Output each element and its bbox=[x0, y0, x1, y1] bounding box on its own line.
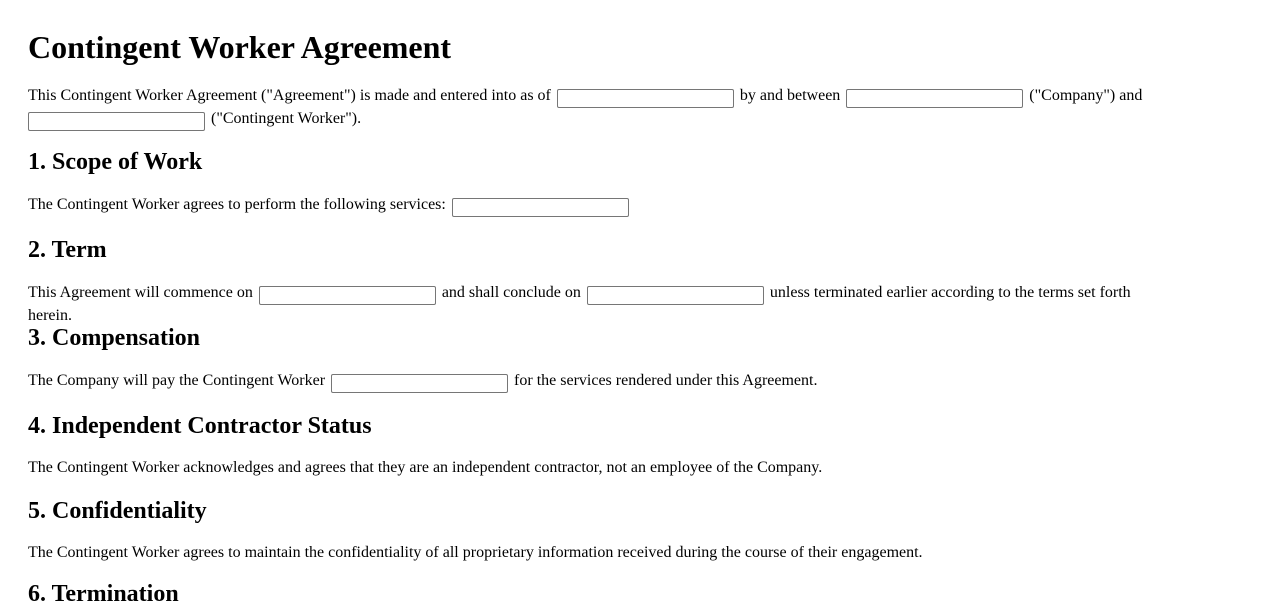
status-paragraph: The Contingent Worker acknowledges and agrees that they are an independent contractor, not an employee of the Company. bbox=[28, 459, 823, 476]
term-text-3: unless terminated earlier according to the terms set forth herein. bbox=[28, 284, 1131, 324]
contingent-worker-name-input[interactable] bbox=[28, 112, 205, 131]
intro-text-1: This Contingent Worker Agreement ("Agreement") is made and entered into as of bbox=[28, 87, 555, 104]
section-heading-status: 4. Independent Contractor Status bbox=[28, 413, 372, 439]
services-input[interactable] bbox=[452, 198, 629, 217]
scope-text: The Contingent Worker agrees to perform the following services: bbox=[28, 196, 450, 213]
scope-paragraph bbox=[28, 194, 1158, 217]
term-paragraph bbox=[28, 282, 1158, 326]
agreement-date-input[interactable] bbox=[557, 89, 734, 108]
section-heading-termination: 6. Termination bbox=[28, 581, 179, 607]
page-title: Contingent Worker Agreement bbox=[28, 29, 452, 65]
confidentiality-paragraph: The Contingent Worker agrees to maintain the confidentiality of all proprietary information received during the course of their engagement. bbox=[28, 544, 923, 561]
compensation-text-2: for the services rendered under this Agreement. bbox=[510, 372, 818, 389]
compensation-amount-input[interactable] bbox=[331, 374, 508, 393]
term-text-2: and shall conclude on bbox=[437, 284, 585, 301]
section-heading-confidentiality: 5. Confidentiality bbox=[28, 498, 207, 524]
compensation-text-1: The Company will pay the Contingent Worker bbox=[28, 372, 330, 389]
start-date-input[interactable] bbox=[259, 286, 436, 305]
compensation-paragraph bbox=[28, 370, 1158, 393]
end-date-input[interactable] bbox=[587, 286, 764, 305]
company-name-input[interactable] bbox=[846, 89, 1023, 108]
section-heading-scope: 1. Scope of Work bbox=[28, 149, 203, 175]
section-heading-term: 2. Term bbox=[28, 237, 107, 263]
intro-text-3: ("Company") and bbox=[1025, 87, 1143, 104]
term-text-1: This Agreement will commence on bbox=[28, 284, 257, 301]
intro-text-4: ("Contingent Worker"). bbox=[207, 110, 362, 127]
section-heading-compensation: 3. Compensation bbox=[28, 325, 201, 351]
intro-paragraph bbox=[28, 85, 1158, 131]
intro-text-2: by and between bbox=[735, 87, 845, 104]
